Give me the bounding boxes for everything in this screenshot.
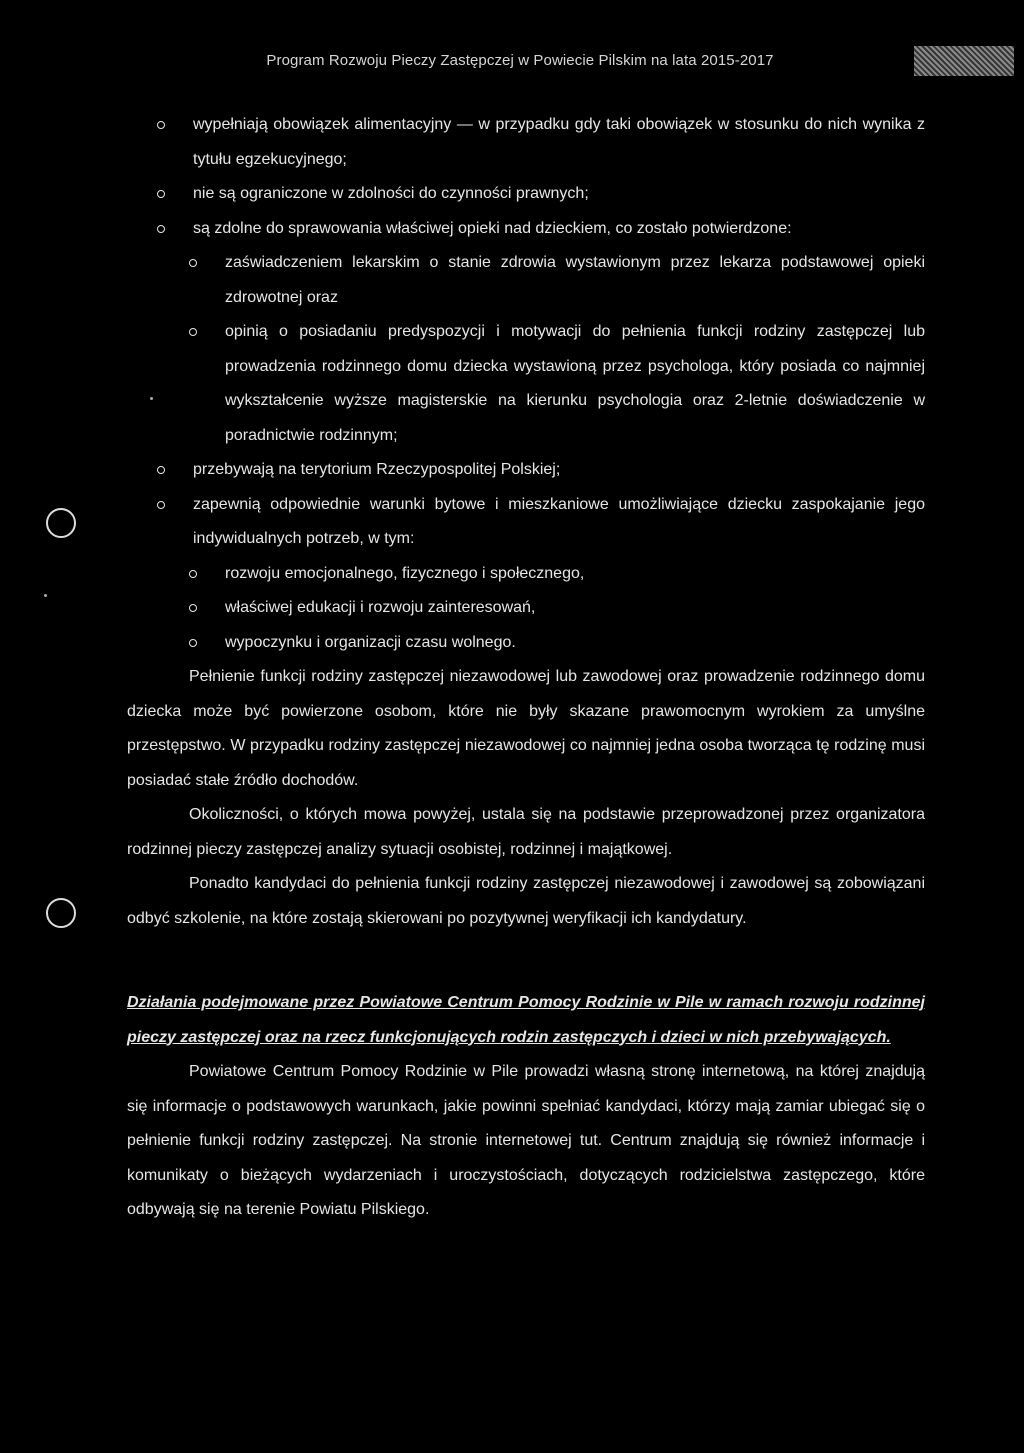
- paragraph: Pełnienie funkcji rodziny zastępczej niezawodowej lub zawodowej oraz prowadzenie rodzinnego domu dziecka może być powierzone osobom, które nie były skazane prawomocnym wyrokiem za umyślne przestępstwo. W przypadku rodziny zastępczej niezawodowej co najmniej jedna osoba tworząca tę rodzinę musi posiadać stałe źródło dochodów.: [127, 668, 925, 789]
- paragraph: Powiatowe Centrum Pomocy Rodzinie w Pile prowadzi własną stronę internetową, na której znajdują się informacje o podstawowych warunkach, jakie powinni spełniać kandydaci, którzy mają zamiar ubiegać się o pełnienie funkcji rodziny zastępczej. Na stronie internetowej tut. Centrum znajdują się również informacje i komunikaty o bieżących wydarzeniach i uroczystościach, dotyczących rodzicielstwa zastępczego, które odbywają się na terenie Powiatu Pilskiego.: [127, 1063, 925, 1218]
- document-body: [127, 108, 925, 1228]
- bullet-icon: [157, 225, 165, 233]
- bullet-icon: [189, 604, 197, 612]
- list-item: nie są ograniczone w zdolności do czynności prawnych;: [127, 177, 925, 212]
- list-item: zapewnią odpowiednie warunki bytowe i mieszkaniowe umożliwiające dziecku zaspokajanie jego indywidualnych potrzeb, w tym:: [127, 488, 925, 557]
- list-item: wypełniają obowiązek alimentacyjny — w przypadku gdy taki obowiązek w stosunku do nich wynika z tytułu egzekucyjnego;: [127, 108, 925, 177]
- punch-hole-bottom: [46, 898, 76, 928]
- bullet-icon: [189, 570, 197, 578]
- running-header: Program Rozwoju Pieczy Zastępczej w Powiecie Pilskim na lata 2015-2017: [266, 52, 774, 69]
- paragraph: Ponadto kandydaci do pełnienia funkcji rodziny zastępczej niezawodowej i zawodowej są zobowiązani odbyć szkolenie, na które zostają skierowani po pozytywnej weryfikacji ich kandydatury.: [127, 875, 925, 927]
- bullet-icon: [157, 466, 165, 474]
- sub-list-item: rozwoju emocjonalnego, fizycznego i społecznego,: [127, 557, 925, 592]
- header-logo-image: [914, 46, 1014, 76]
- bullet-icon: [157, 190, 165, 198]
- paragraph: Okoliczności, o których mowa powyżej, ustala się na podstawie przeprowadzonej przez organizatora rodzinnej pieczy zastępczej analizy sytuacji osobistej, rodzinnej i majątkowej.: [127, 806, 925, 858]
- punch-hole-top: [46, 508, 76, 538]
- sub-list-item: opinią o posiadaniu predyspozycji i motywacji do pełnienia funkcji rodziny zastępczej lub prowadzenia rodzinnego domu dziecka wystawioną przez psychologa, który posiada co najmniej wykształcenie wyższe magisterskie na kierunku psychologia oraz 2-letnie doświadczenie w poradnictwie rodzinnym;: [127, 315, 925, 453]
- sub-list-item: wypoczynku i organizacji czasu wolnego.: [127, 626, 925, 661]
- list-item: przebywają na terytorium Rzeczypospolitej Polskiej;: [127, 453, 925, 488]
- bullet-icon: [157, 501, 165, 509]
- bullet-icon: [157, 121, 165, 129]
- sub-list-item: właściwej edukacji i rozwoju zainteresowań,: [127, 591, 925, 626]
- bullet-icon: [189, 328, 197, 336]
- section-heading: Działania podejmowane przez Powiatowe Centrum Pomocy Rodzinie w Pile w ramach rozwoju rodzinnej pieczy zastępczej oraz na rzecz funkcjonujących rodzin zastępczych i dzieci w nich przebywających.: [127, 994, 925, 1046]
- list-item: są zdolne do sprawowania właściwej opieki nad dzieckiem, co zostało potwierdzone:: [127, 212, 925, 247]
- bullet-icon: [189, 639, 197, 647]
- sub-list-item: zaświadczeniem lekarskim o stanie zdrowia wystawionym przez lekarza podstawowej opieki zdrowotnej oraz: [127, 246, 925, 315]
- bullet-icon: [189, 259, 197, 267]
- scan-speck: [44, 594, 47, 597]
